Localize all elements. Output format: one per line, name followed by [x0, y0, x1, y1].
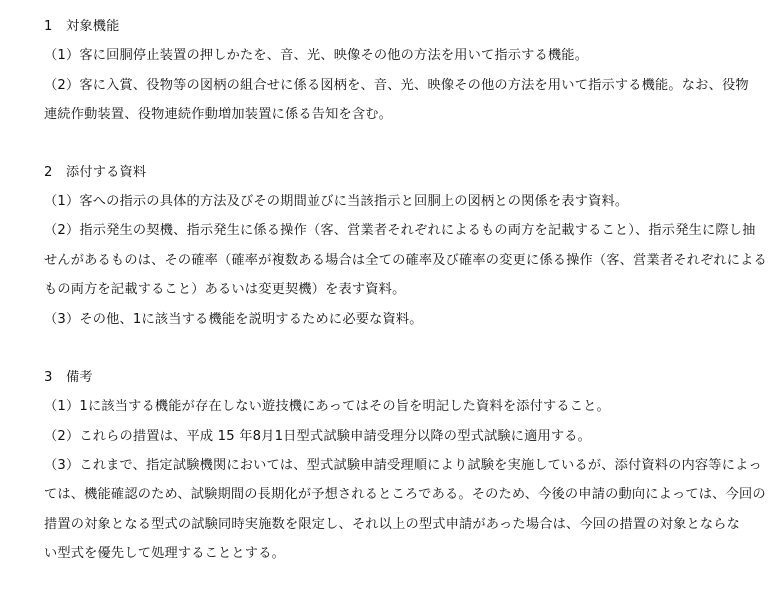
section-3-item-3-line-1: （3）これまで、指定試験機関においては、型式試験申請受理順により試験を実施しているが、添付資料の内容等によっ: [44, 458, 762, 473]
section-3-item-3-line-4: い型式を優先して処理することとする。: [44, 546, 285, 561]
section-3-item-3-line-3: 措置の対象となる型式の試験同時実施数を限定し、それ以上の型式申請があった場合は、今回の措置の対象とならな: [44, 517, 741, 532]
section-2-item-2-line-3: もの両方を記載すること）あるいは変更契機）を表す資料。: [44, 282, 406, 297]
section-1-item-2-line-1: （2）客に入賞、役物等の図柄の組合せに係る図柄を、音、光、映像その他の方法を用いて指示する機能。なお、役物: [44, 78, 749, 93]
section-2-item-3: （3）その他、1に該当する機能を説明するために必要な資料。: [44, 312, 423, 327]
section-3-heading: 3 備考: [44, 370, 93, 385]
section-2-item-1: （1）客への指示の具体的方法及びその期間並びに当該指示と回胴上の図柄との関係を表す資料。: [44, 194, 629, 209]
section-1-heading: 1 対象機能: [44, 19, 120, 34]
section-1-item-1: （1）客に回胴停止装置の押しかたを、音、光、映像その他の方法を用いて指示する機能。: [44, 48, 589, 63]
section-2-heading: 2 添付する資料: [44, 165, 147, 180]
section-3-item-3-line-2: ては、機能確認のため、試験期間の長期化が予想されるところである。そのため、今後の申請の動向によっては、今回の: [44, 487, 766, 502]
section-2-item-2-line-1: （2）指示発生の契機、指示発生に係る操作（客、営業者それぞれによるもの両方を記載すること）、指示発生に際し抽: [44, 223, 756, 238]
section-3-item-1: （1）1に該当する機能が存在しない遊技機にあってはその旨を明記した資料を添付すること。: [44, 399, 610, 414]
section-2-item-2-line-2: せんがあるものは、その確率（確率が複数ある場合は全ての確率及び確率の変更に係る操作（客、営業者それぞれによる: [44, 253, 767, 268]
section-3-item-2: （2）これらの措置は、平成 15 年8月1日型式試験申請受理分以降の型式試験に適用する。: [44, 429, 592, 444]
section-1-item-2-line-2: 連続作動装置、役物連続作動増加装置に係る告知を含む。: [44, 107, 393, 122]
